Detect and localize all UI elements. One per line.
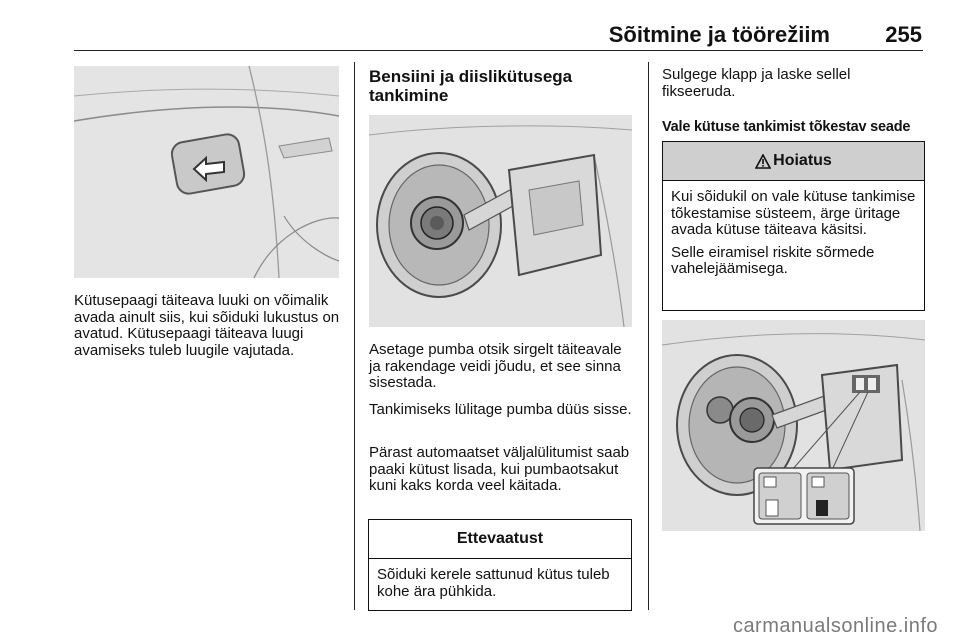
warning-text-1: Kui sõidukil on vale kütuse tankimise tõkestamise süsteem, ärge üritage avada kütuse täiteava käsitsi. [671,188,916,238]
caution-text: Sõiduki kerele sattunud kütus tuleb kohe ära pühkida. [377,566,610,600]
misfuel-device-drawing [662,320,925,531]
caution-title: Ettevaatust [369,520,631,559]
caution-box [368,519,632,611]
open-fuel-filler-drawing [369,115,632,327]
fuel-flap-paragraph: Kütusepaagi täiteava luuki on võimalik avada ainult siis, kui sõiduki lukustus on avatud. Kütusepaagi täiteava luugi avamiseks tuleb luugile vajutada. [74,292,340,359]
switch-nozzle-paragraph: Tankimiseks lülitage pumba düüs sisse. [369,401,632,418]
warning-box [662,141,925,311]
watermark: carmanualsonline.info [732,615,938,637]
warning-text-2: Selle eiramisel riskite sõrmede vahelejäämisega. [671,243,875,277]
warning-header [663,142,924,181]
auto-shutoff-paragraph: Pärast automaatset väljalülitumist saab paaki kütust lisada, kui pumbaotsakut kuni kaks korda veel käitada. [369,444,630,494]
fuel-flap-illustration [74,66,339,278]
page-title: Sõitmine ja töörežiim [608,22,830,47]
section-heading [369,67,639,105]
refuelling-illustration [369,115,632,327]
page-number: 255 [885,22,922,47]
fuel-flap-drawing [74,66,339,278]
misfuel-device-illustration [662,320,925,531]
close-flap-paragraph: Sulgege klapp ja laske sellel fikseeruda. [662,66,851,100]
header-divider [74,50,923,51]
section-heading-line1: Bensiini ja diislikütusega [369,67,573,86]
column-divider-1 [354,62,355,610]
section-heading-line2: tankimine [369,86,449,105]
warning-title: Hoiatus [773,152,832,169]
insert-nozzle-paragraph: Asetage pumba otsik sirgelt täiteavale ja rakendage veidi jõudu, et see sinna sisestada. [369,341,622,391]
warning-triangle-icon [755,154,771,169]
misfuel-subheading: Vale kütuse tankimist tõkestav seade [662,119,911,135]
column-divider-2 [648,62,649,610]
